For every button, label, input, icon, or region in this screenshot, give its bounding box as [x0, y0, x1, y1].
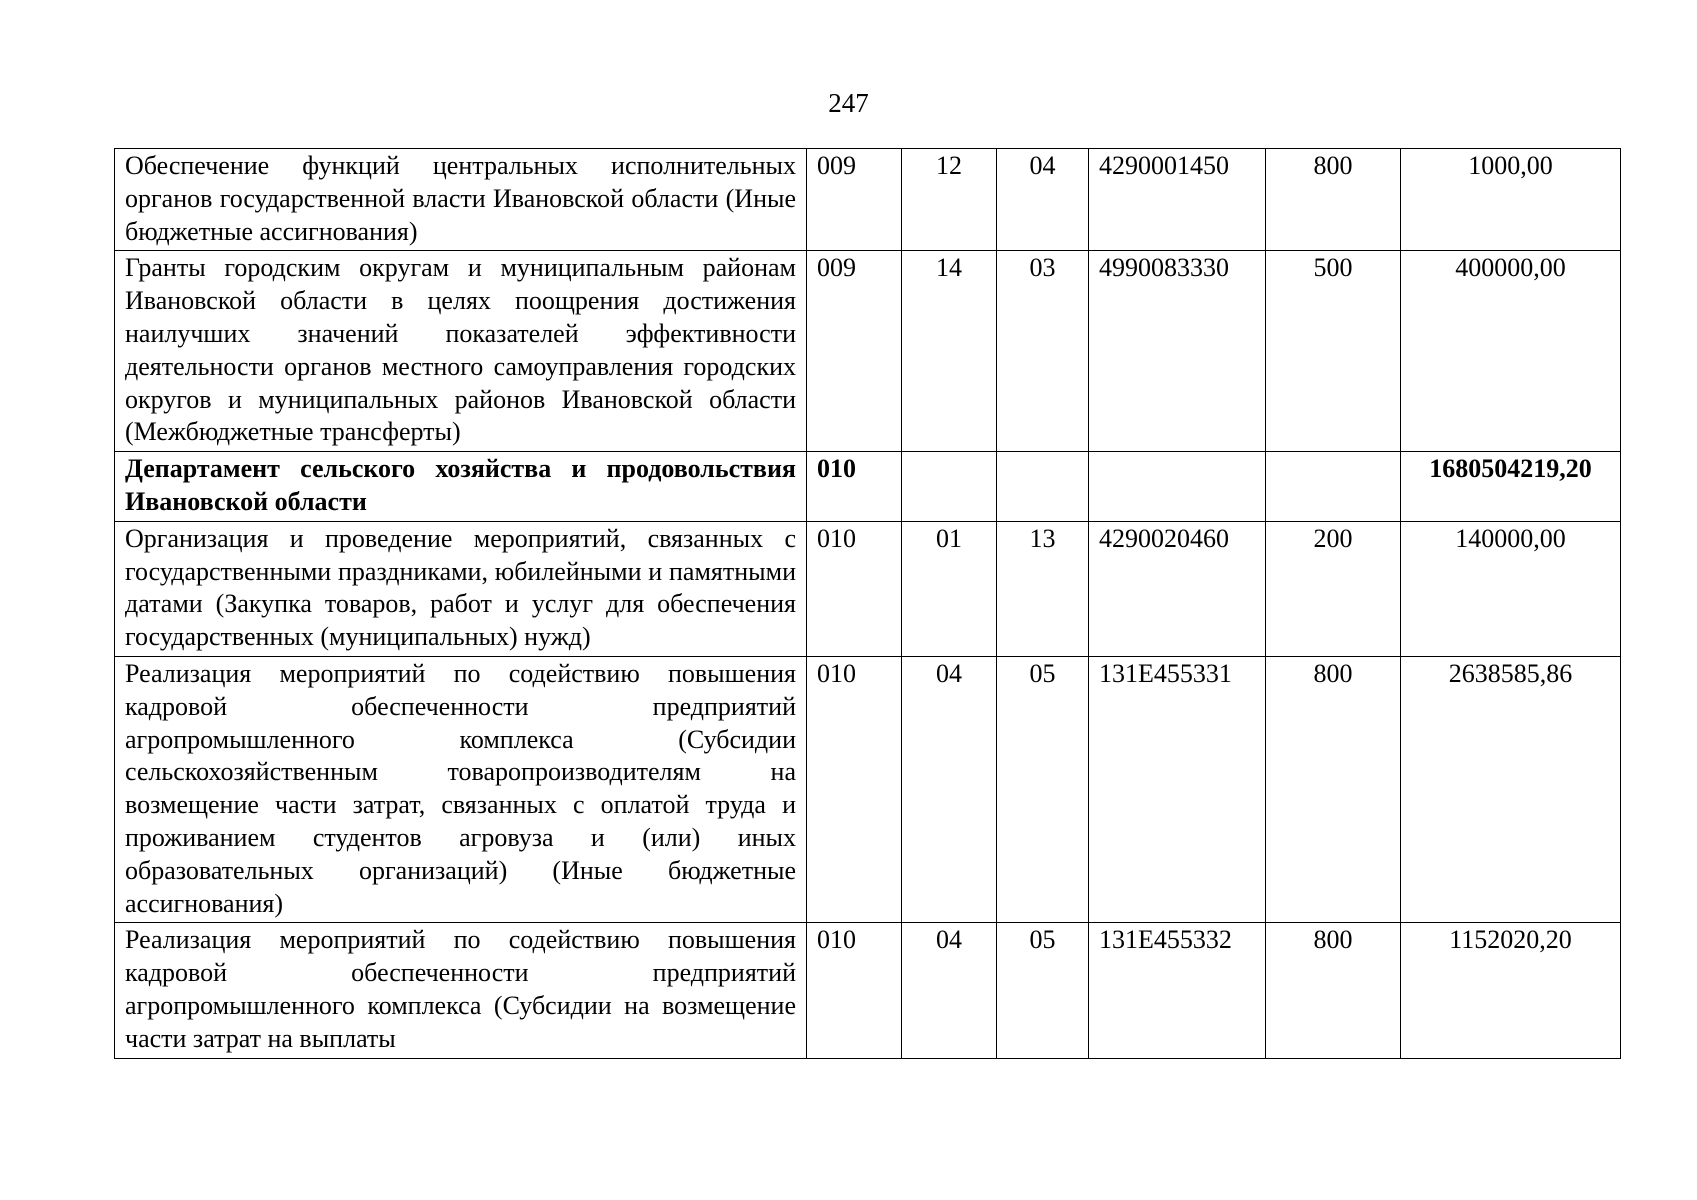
subsection-code: 13	[997, 521, 1089, 656]
section-code: 04	[902, 923, 997, 1058]
expense-type-code: 800	[1266, 656, 1401, 922]
expense-type-code	[1266, 452, 1401, 522]
ministry-code: 010	[807, 521, 902, 656]
subsection-code	[997, 452, 1089, 522]
row-description: Реализация мероприятий по содействию повышения кадровой обеспеченности предприятий агропромышленного комплекса (Субсидии на возмещение части затрат на выплаты	[115, 923, 807, 1058]
row-description: Реализация мероприятий по содействию повышения кадровой обеспеченности предприятий агропромышленного комплекса (Субсидии сельскохозяйственным товаропроизводителям на возмещение части затрат, связанных с оплатой труда и проживанием студентов агровуза и (или) иных образовательных организаций) (Иные бюджетные ассигнования)	[115, 656, 807, 922]
table-row	[115, 923, 1621, 1058]
amount: 2638585,86	[1401, 656, 1621, 922]
subsection-code: 03	[997, 251, 1089, 452]
expense-type-code: 200	[1266, 521, 1401, 656]
page-number: 247	[828, 88, 869, 118]
expense-type-code: 800	[1266, 149, 1401, 251]
section-code: 01	[902, 521, 997, 656]
target-article-code	[1089, 452, 1266, 522]
budget-table	[114, 148, 1621, 1059]
subsection-code: 05	[997, 656, 1089, 922]
table-row-department	[115, 452, 1621, 522]
amount: 1000,00	[1401, 149, 1621, 251]
table-row	[115, 149, 1621, 251]
row-description: Организация и проведение мероприятий, связанных с государственными праздниками, юбилейными и памятными датами (Закупка товаров, работ и услуг для обеспечения государственных (муниципальных) нужд)	[115, 521, 807, 656]
ministry-code: 009	[807, 251, 902, 452]
target-article-code: 4990083330	[1089, 251, 1266, 452]
table-row	[115, 656, 1621, 922]
section-code: 04	[902, 656, 997, 922]
section-code: 14	[902, 251, 997, 452]
section-code	[902, 452, 997, 522]
target-article-code: 131E455331	[1089, 656, 1266, 922]
ministry-code: 010	[807, 923, 902, 1058]
amount: 140000,00	[1401, 521, 1621, 656]
ministry-code: 009	[807, 149, 902, 251]
subsection-code: 05	[997, 923, 1089, 1058]
target-article-code: 4290001450	[1089, 149, 1266, 251]
subsection-code: 04	[997, 149, 1089, 251]
expense-type-code: 800	[1266, 923, 1401, 1058]
ministry-code: 010	[807, 656, 902, 922]
target-article-code: 131E455332	[1089, 923, 1266, 1058]
table-row	[115, 521, 1621, 656]
department-total-amount: 1680504219,20	[1401, 452, 1621, 522]
ministry-code: 010	[807, 452, 902, 522]
target-article-code: 4290020460	[1089, 521, 1266, 656]
row-description: Обеспечение функций центральных исполнительных органов государственной власти Ивановской области (Иные бюджетные ассигнования)	[115, 149, 807, 251]
section-code: 12	[902, 149, 997, 251]
amount: 400000,00	[1401, 251, 1621, 452]
table-row	[115, 251, 1621, 452]
amount: 1152020,20	[1401, 923, 1621, 1058]
row-description: Гранты городским округам и муниципальным районам Ивановской области в целях поощрения достижения наилучших значений показателей эффективности деятельности органов местного самоуправления городских округов и муниципальных районов Ивановской области (Межбюджетные трансферты)	[115, 251, 807, 452]
expense-type-code: 500	[1266, 251, 1401, 452]
department-name: Департамент сельского хозяйства и продовольствия Ивановской области	[115, 452, 807, 522]
